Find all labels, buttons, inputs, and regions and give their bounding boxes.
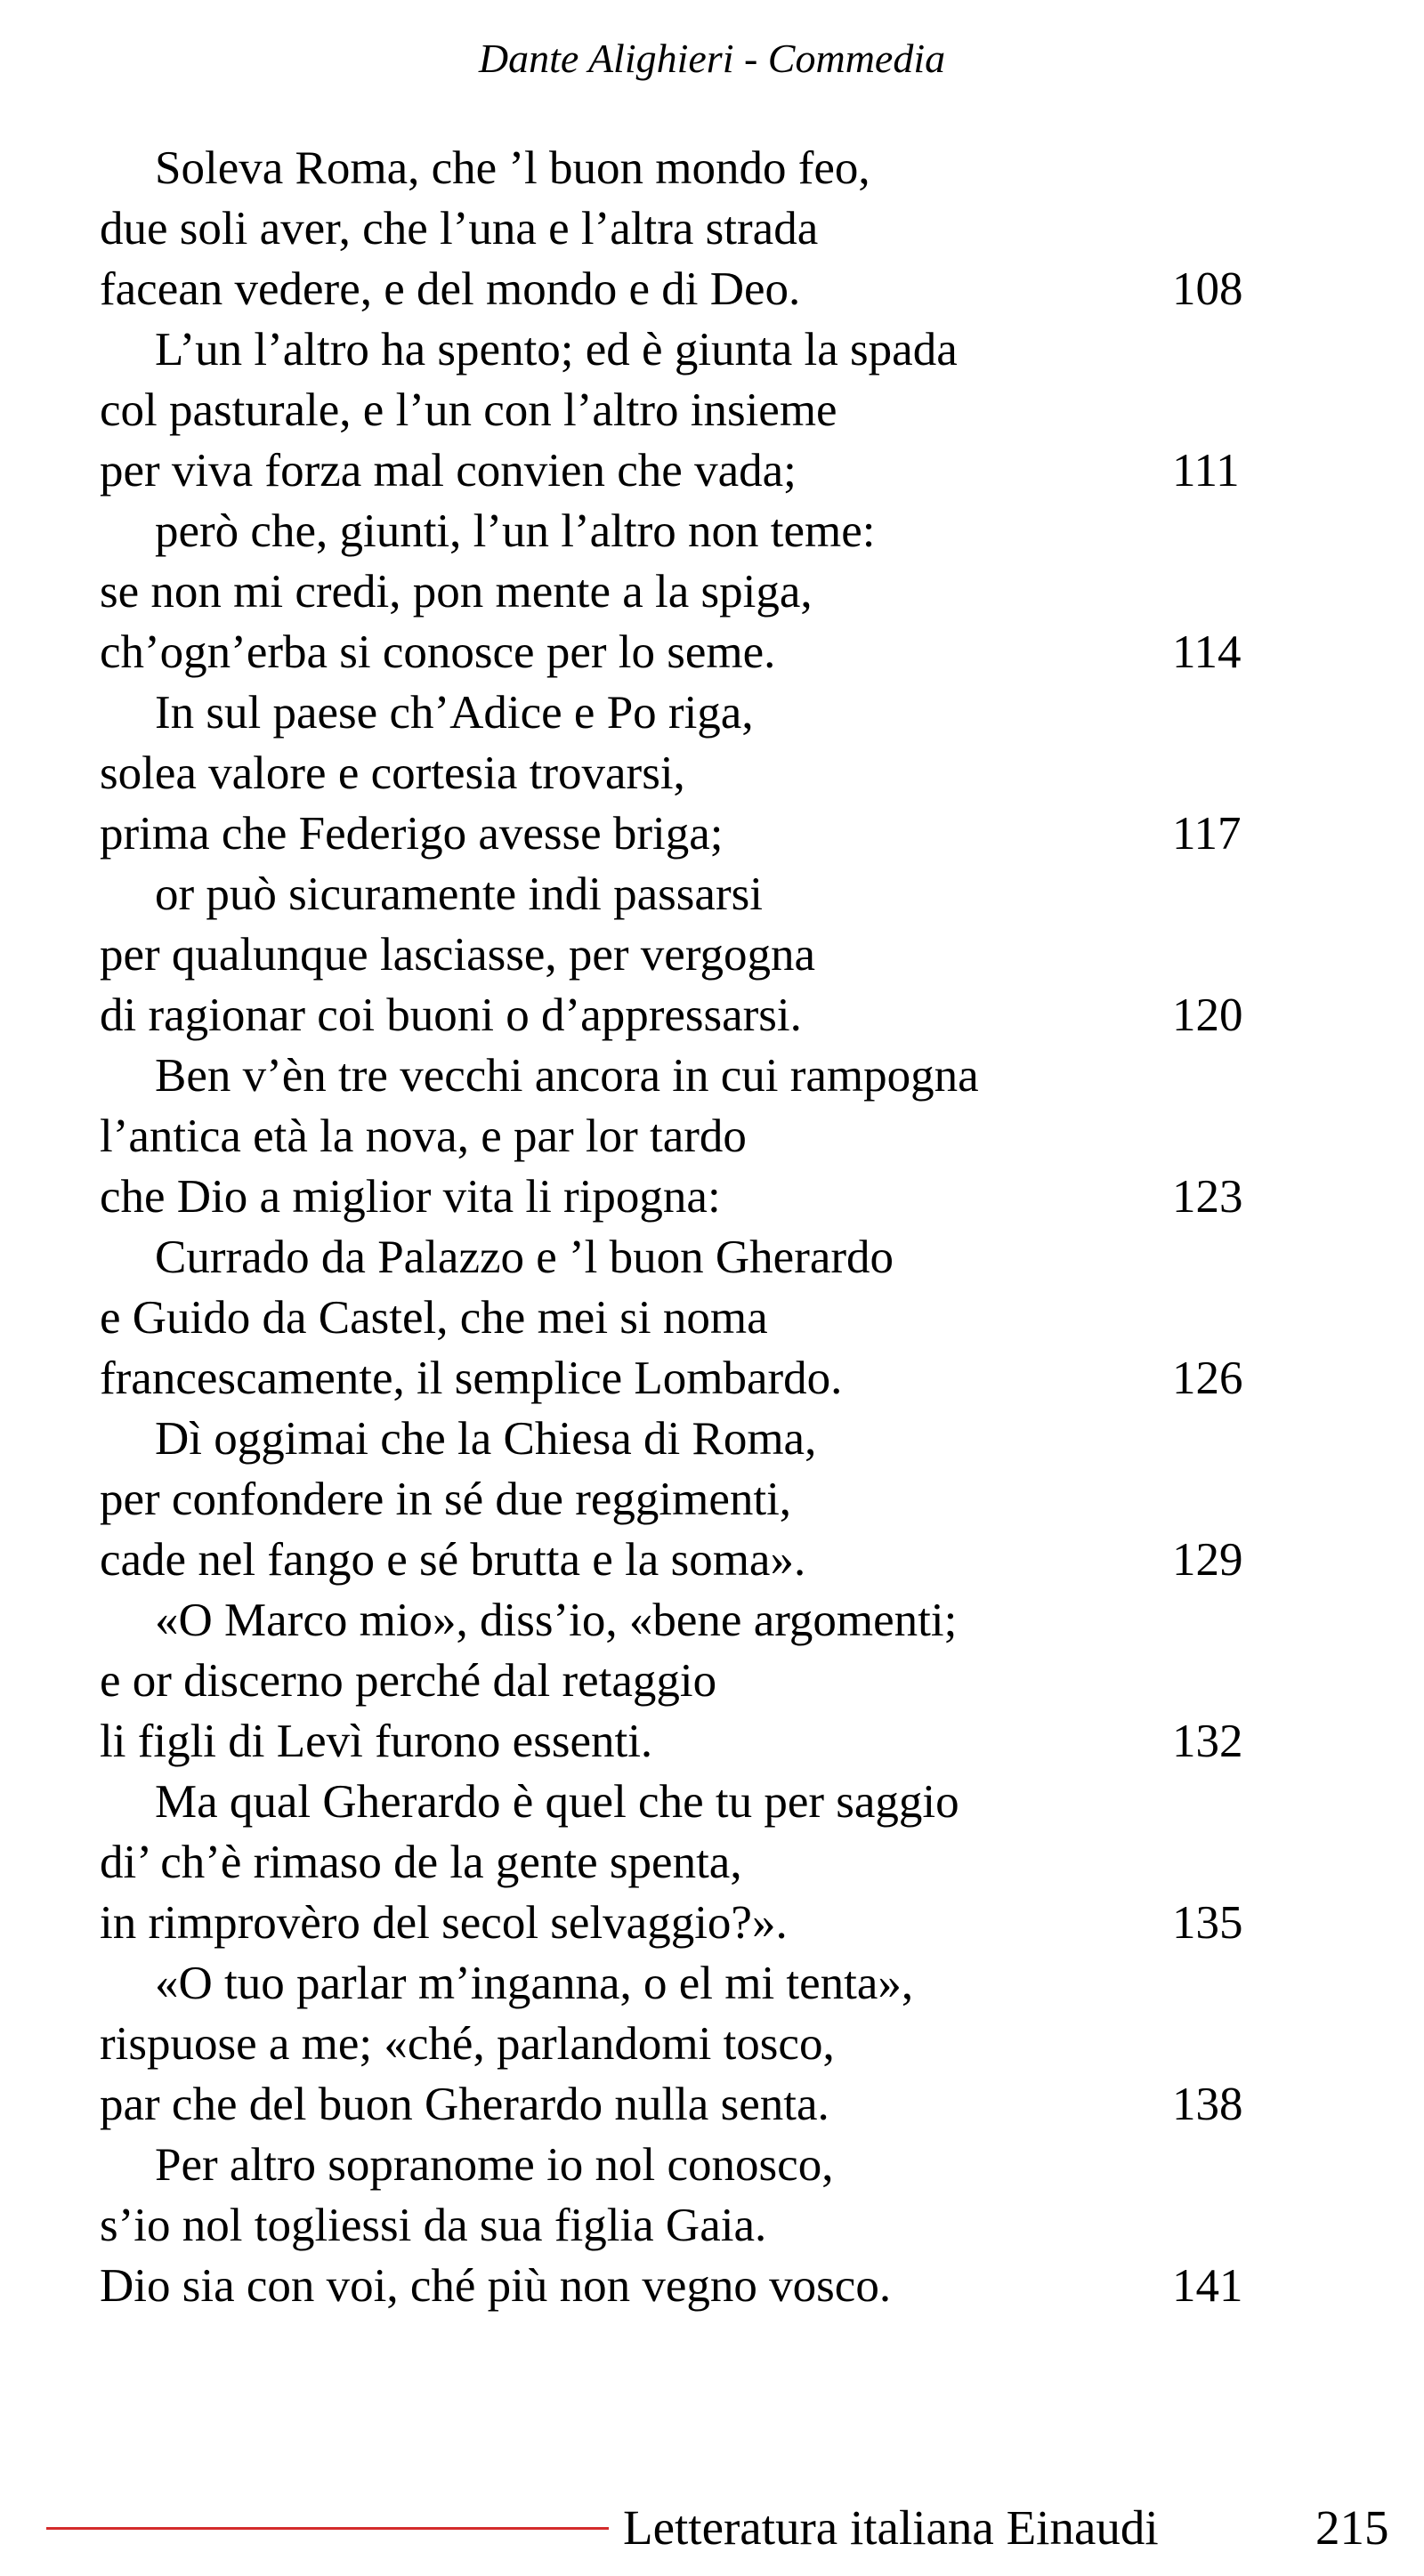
verse-line: par che del buon Gherardo nulla senta. bbox=[100, 2079, 829, 2130]
tercet bbox=[100, 138, 1257, 319]
line-number: 120 bbox=[1172, 989, 1243, 1041]
verse-line: però che, giunti, l’un l’altro non teme: bbox=[155, 505, 876, 557]
verse-line: solea valore e cortesia trovarsi, bbox=[100, 747, 685, 799]
verse-line: se non mi credi, pon mente a la spiga, bbox=[100, 566, 813, 618]
line-number: 123 bbox=[1172, 1171, 1243, 1223]
tercet bbox=[100, 1590, 1257, 1772]
footer-rule bbox=[46, 2527, 609, 2530]
verse-line: due soli aver, che l’una e l’altra strada bbox=[100, 203, 819, 254]
page-number: 215 bbox=[1315, 2500, 1389, 2555]
verse-line: Dì oggimai che la Chiesa di Roma, bbox=[155, 1413, 817, 1465]
running-head: Dante Alighieri - Commedia bbox=[478, 36, 946, 81]
tercet bbox=[100, 864, 1257, 1046]
line-number: 126 bbox=[1172, 1353, 1243, 1404]
verse-line: prima che Federigo avesse briga; bbox=[100, 808, 724, 860]
tercet bbox=[100, 1046, 1257, 1227]
verse-line: rispuose a me; «ché, parlandomi tosco, bbox=[100, 2018, 835, 2070]
verse-line: Soleva Roma, che ’l buon mondo feo, bbox=[155, 142, 870, 194]
verse-line: in rimprovèro del secol selvaggio?». bbox=[100, 1897, 788, 1949]
verse-line: e Guido da Castel, che mei si noma bbox=[100, 1292, 768, 1344]
verse-line: L’un l’altro ha spento; ed è giunta la spada bbox=[155, 324, 958, 375]
line-number: 135 bbox=[1172, 1897, 1243, 1949]
verse-line: Currado da Palazzo e ’l buon Gherardo bbox=[155, 1231, 894, 1283]
publisher-name: Letteratura italiana Einaudi bbox=[623, 2500, 1159, 2555]
verse-line: di’ ch’è rimaso de la gente spenta, bbox=[100, 1837, 742, 1888]
verse-line: cade nel fango e sé brutta e la soma». bbox=[100, 1534, 806, 1586]
line-number: 114 bbox=[1172, 626, 1242, 678]
tercet bbox=[100, 1227, 1257, 1409]
tercet bbox=[100, 682, 1257, 864]
line-number: 129 bbox=[1172, 1534, 1243, 1586]
tercet bbox=[100, 2135, 1257, 2316]
verse-line: l’antica età la nova, e par lor tardo bbox=[100, 1110, 747, 1162]
verse-line: di ragionar coi buoni o d’appressarsi. bbox=[100, 989, 802, 1041]
tercet bbox=[100, 319, 1257, 501]
tercet bbox=[100, 1772, 1257, 1953]
line-number: 117 bbox=[1172, 808, 1242, 860]
verse-line: «O Marco mio», diss’io, «bene argomenti; bbox=[155, 1595, 958, 1646]
verse-line: e or discerno perché dal retaggio bbox=[100, 1655, 717, 1707]
verse-line: «O tuo parlar m’inganna, o el mi tenta», bbox=[155, 1958, 914, 2009]
line-number: 141 bbox=[1172, 2260, 1243, 2312]
verse-line: Dio sia con voi, ché più non vegno vosco. bbox=[100, 2260, 892, 2312]
verse-line: per qualunque lasciasse, per vergogna bbox=[100, 929, 816, 981]
verse-line: Ben v’èn tre vecchi ancora in cui rampogna bbox=[155, 1050, 979, 1102]
verse-text bbox=[100, 138, 1257, 2316]
verse-line: francescamente, il semplice Lombardo. bbox=[100, 1353, 843, 1404]
verse-line: facean vedere, e del mondo e di Deo. bbox=[100, 263, 801, 315]
verse-line: ch’ogn’erba si conosce per lo seme. bbox=[100, 626, 776, 678]
line-number: 111 bbox=[1172, 445, 1240, 497]
verse-line: In sul paese ch’Adice e Po riga, bbox=[155, 687, 754, 739]
verse-line: per confondere in sé due reggimenti, bbox=[100, 1474, 792, 1525]
line-number: 132 bbox=[1172, 1716, 1243, 1767]
verse-line: s’io nol togliessi da sua figlia Gaia. bbox=[100, 2200, 767, 2251]
tercet bbox=[100, 501, 1257, 682]
verse-line: per viva forza mal convien che vada; bbox=[100, 445, 797, 497]
verse-line: li figli di Levì furono essenti. bbox=[100, 1716, 653, 1767]
line-number: 108 bbox=[1172, 263, 1243, 315]
line-number: 138 bbox=[1172, 2079, 1243, 2130]
verse-line: Ma qual Gherardo è quel che tu per saggio bbox=[155, 1776, 959, 1828]
verse-line: Per altro sopranome io nol conosco, bbox=[155, 2139, 834, 2191]
verse-line: col pasturale, e l’un con l’altro insieme bbox=[100, 384, 837, 436]
tercet bbox=[100, 1409, 1257, 1590]
tercet bbox=[100, 1953, 1257, 2135]
verse-line: or può sicuramente indi passarsi bbox=[155, 868, 763, 920]
verse-line: che Dio a miglior vita li ripogna: bbox=[100, 1171, 721, 1223]
